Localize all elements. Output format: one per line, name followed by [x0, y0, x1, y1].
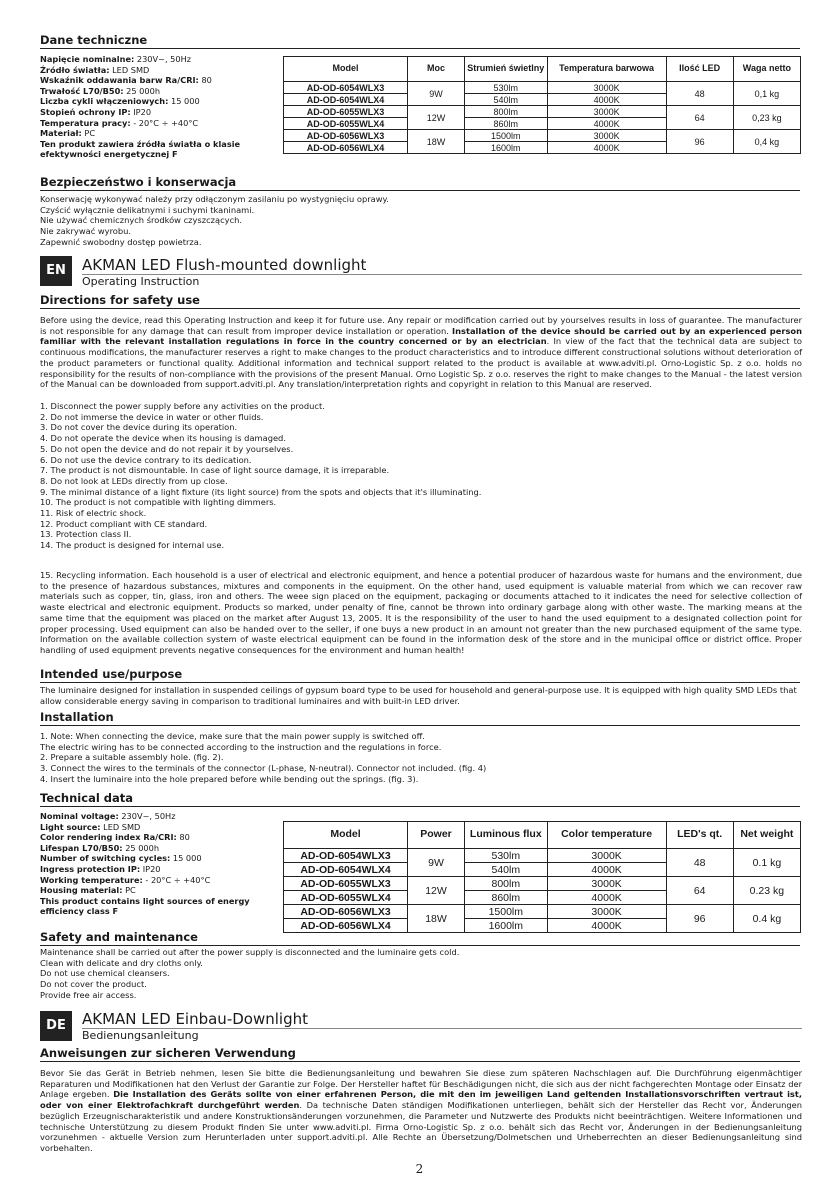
- column-header: Model: [284, 822, 408, 849]
- text-line: Clean with delicate and dry cloths only.: [40, 957, 203, 968]
- temperature-cell: 3000K: [547, 130, 666, 142]
- spec-row: [40, 86, 278, 97]
- model-cell: AD-OD-6054WLX3: [284, 82, 408, 94]
- spec-value: IP20: [140, 863, 161, 874]
- temperature-cell: 3000K: [547, 905, 666, 919]
- spec-label: Trwałość L70/B50:: [40, 85, 124, 96]
- table-row: [284, 905, 801, 919]
- table-header-row: [284, 822, 801, 849]
- spec-row: [40, 118, 278, 129]
- column-header: Waga netto: [733, 57, 800, 82]
- en-install-title: Installation: [40, 711, 800, 726]
- spec-value: - 20°C ÷ +40°C: [142, 874, 211, 885]
- spec-value: LED SMD: [109, 64, 150, 75]
- temperature-cell: 3000K: [547, 106, 666, 118]
- weight-cell: 0,1 kg: [733, 82, 800, 106]
- spec-row: [40, 864, 278, 875]
- text-line: 5. Do not open the device and do not repair it by yourselves.: [40, 443, 294, 454]
- text-line: 10. The product is not compatible with lighting dimmers.: [40, 497, 277, 508]
- column-header: LED's qt.: [666, 822, 733, 849]
- spec-row: [40, 843, 278, 854]
- spec-label: This product contains light sources of energy efficiency class F: [40, 895, 250, 917]
- spec-row: [40, 75, 278, 86]
- text-line: 8. Do not look at LEDs directly from up close.: [40, 475, 228, 486]
- en-safety-text: [40, 947, 802, 1001]
- spec-label: Working temperature:: [40, 874, 143, 885]
- model-cell: AD-OD-6054WLX4: [284, 863, 408, 877]
- spec-row: [40, 885, 278, 896]
- power-cell: 9W: [408, 849, 465, 877]
- weight-cell: 0.23 kg: [733, 877, 800, 905]
- led-qty-cell: 48: [666, 82, 733, 106]
- flux-cell: 1600lm: [464, 919, 547, 933]
- led-qty-cell: 48: [666, 849, 733, 877]
- power-cell: 9W: [408, 82, 465, 106]
- en-safety-title: Safety and maintenance: [40, 931, 800, 946]
- column-header: Power: [408, 822, 465, 849]
- weight-cell: 0.4 kg: [733, 905, 800, 933]
- spec-value: PC: [81, 128, 96, 139]
- flux-cell: 530lm: [464, 849, 547, 863]
- weight-cell: 0.1 kg: [733, 849, 800, 877]
- text-line: 3. Connect the wires to the terminals of the connector (L-phase, N-neutral). Connector not included. (fig. 4): [40, 763, 487, 774]
- spec-label: Ingress protection IP:: [40, 863, 141, 874]
- spec-value: 25 000h: [123, 85, 161, 96]
- led-qty-cell: 64: [666, 877, 733, 905]
- model-cell: AD-OD-6056WLX4: [284, 919, 408, 933]
- en-intended-title: Intended use/purpose: [40, 668, 800, 683]
- spec-row: [40, 128, 278, 139]
- spec-label: Light source:: [40, 821, 101, 832]
- text-line: 3. Do not cover the device during its operation.: [40, 422, 238, 433]
- table-row: [284, 130, 801, 142]
- de-product-title: AKMAN LED Einbau-Downlight: [82, 1010, 308, 1028]
- en-directions-intro: Before using the device, read this Operating Instruction and keep it for future use. Any repair or modification carried out by yourselves results in loss of guarantee. The manufacturer is not responsible for any damage that can result from improper device installation or operation. Installation of the device should be carried out by an experienced person familiar with the relevant installation regulations in force in the country concerned or by an electrician. In view of the fact that the technical data are subject to continuous modifications, the manufacturer reserves a right to make changes to the product characteristics and to introduce different constructional solutions without deterioration of the product parameters or functional quality. Additional information and technical support related to the product is available at www.adviti.pl. Orno-Logistic Sp. z o.o. holds no responsibility for the results of non-compliance with the provisions of the present Manual. Orno Logistic Sp. z o.o. reserves the right to make changes to the Manual - the latest version of the Manual can be downloaded from support.adviti.pl. Any translation/interpretation rights and copyright in relation to this Manual are reserved.: [40, 315, 802, 390]
- temperature-cell: 4000K: [547, 891, 666, 905]
- temperature-cell: 4000K: [547, 863, 666, 877]
- text-line: 6. Do not use the device contrary to its dedication.: [40, 454, 252, 465]
- flux-cell: 540lm: [464, 863, 547, 877]
- model-cell: AD-OD-6054WLX4: [284, 94, 408, 106]
- spec-value: IP20: [130, 106, 152, 117]
- spec-row: [40, 875, 278, 886]
- spec-label: Materiał:: [40, 128, 82, 139]
- flux-cell: 800lm: [464, 106, 547, 118]
- spec-value: - 20°C ÷ +40°C: [130, 117, 199, 128]
- text-line: 11. Risk of electric shock.: [40, 508, 147, 519]
- flux-cell: 1500lm: [464, 130, 547, 142]
- pl-tech-title: Dane techniczne: [40, 34, 800, 49]
- column-header: Net weight: [733, 822, 800, 849]
- spec-label: Ten produkt zawiera źródła światła o klasie efektywności energetycznej F: [40, 138, 241, 160]
- text-line: Do not use chemical cleansers.: [40, 968, 170, 979]
- spec-label: Napięcie nominalne:: [40, 54, 135, 64]
- table-row: [284, 849, 801, 863]
- spec-row: [40, 139, 278, 160]
- flux-cell: 1600lm: [464, 142, 547, 154]
- flux-cell: 860lm: [464, 118, 547, 130]
- pl-safety-title: Bezpieczeństwo i konserwacja: [40, 176, 800, 191]
- spec-label: Źródło światła:: [40, 64, 110, 75]
- column-header: Model: [284, 57, 408, 82]
- table-row: [284, 877, 801, 891]
- column-header: Ilość LED: [666, 57, 733, 82]
- led-qty-cell: 64: [666, 106, 733, 130]
- de-directions-title: Anweisungen zur sicheren Verwendung: [40, 1047, 800, 1062]
- column-header: Color temperature: [547, 822, 666, 849]
- temperature-cell: 4000K: [547, 919, 666, 933]
- text-line: 1. Note: When connecting the device, make sure that the main power supply is switched off.: [40, 731, 425, 741]
- spec-row: [40, 811, 278, 822]
- text-line: 14. The product is designed for internal use.: [40, 540, 225, 551]
- model-cell: AD-OD-6056WLX4: [284, 142, 408, 154]
- spec-row: [40, 96, 278, 107]
- weight-cell: 0,23 kg: [733, 106, 800, 130]
- spec-value: PC: [122, 885, 136, 896]
- temperature-cell: 4000K: [547, 142, 666, 154]
- power-cell: 12W: [408, 106, 465, 130]
- flux-cell: 540lm: [464, 94, 547, 106]
- en-install-list: [40, 731, 802, 785]
- column-header: Strumień świetlny: [464, 57, 547, 82]
- spec-row: [40, 107, 278, 118]
- text-line: Konserwację wykonywać należy przy odłączonym zasilaniu po wystygnięciu oprawy.: [40, 194, 389, 204]
- spec-label: Lifespan L70/B50:: [40, 842, 123, 853]
- temperature-cell: 3000K: [547, 82, 666, 94]
- spec-row: [40, 65, 278, 76]
- flux-cell: 860lm: [464, 891, 547, 905]
- lang-badge-en: EN: [40, 256, 72, 286]
- spec-label: Temperatura pracy:: [40, 117, 131, 128]
- spec-label: Number of switching cycles:: [40, 853, 171, 864]
- table-row: [284, 106, 801, 118]
- led-qty-cell: 96: [666, 130, 733, 154]
- text-line: 12. Product compliant with CE standard.: [40, 518, 208, 529]
- spec-value: 230V~, 50Hz: [118, 811, 176, 821]
- spec-label: Color rendering index Ra/CRI:: [40, 832, 177, 843]
- spec-label: Nominal voltage:: [40, 811, 119, 821]
- spec-label: Liczba cykli włączeniowych:: [40, 96, 169, 107]
- spec-row: [40, 54, 278, 65]
- en-directions-title: Directions for safety use: [40, 294, 800, 309]
- flux-cell: 1500lm: [464, 905, 547, 919]
- spec-value: 25 000h: [122, 842, 160, 853]
- temperature-cell: 3000K: [547, 849, 666, 863]
- text-line: 4. Insert the luminaire into the hole prepared before while bending out the springs. (fig. 3).: [40, 773, 419, 784]
- text-line: 2. Do not immerse the device in water or other fluids.: [40, 411, 264, 422]
- flux-cell: 800lm: [464, 877, 547, 891]
- text-line: 13. Protection class II.: [40, 529, 132, 540]
- pl-safety-text: [40, 194, 802, 248]
- spec-label: Housing material:: [40, 885, 123, 896]
- pl-specs: [40, 54, 278, 160]
- text-line: 1. Disconnect the power supply before any activities on the product.: [40, 401, 325, 411]
- text-line: Czyścić wyłącznie delikatnymi i suchymi tkaninami.: [40, 204, 255, 215]
- lang-badge-de: DE: [40, 1011, 72, 1041]
- table-header-row: [284, 57, 801, 82]
- en-specs: [40, 811, 278, 917]
- spec-value: 230V~, 50Hz: [134, 54, 192, 64]
- power-cell: 12W: [408, 877, 465, 905]
- en-intended-text: The luminaire designed for installation in suspended ceilings of gypsum board type to be used for household and general-purpose use. It is equipped with high quality SMD LEDs that allow considerable energy saving in comparison to traditional luminaires and with built-in LED driver.: [40, 685, 797, 706]
- model-cell: AD-OD-6055WLX4: [284, 891, 408, 905]
- column-header: Moc: [408, 57, 465, 82]
- spec-row: [40, 853, 278, 864]
- model-cell: AD-OD-6055WLX3: [284, 106, 408, 118]
- text-line: Maintenance shall be carried out after the power supply is disconnected and the luminaire gets cold.: [40, 947, 460, 957]
- text-line: Nie używać chemicznych środków czyszczących.: [40, 215, 243, 226]
- text-line: The electric wiring has to be connected according to the instruction and the regulations in force.: [40, 741, 442, 752]
- spec-value: 80: [198, 75, 212, 86]
- table-row: [284, 82, 801, 94]
- spec-value: 15 000: [168, 96, 200, 107]
- spec-value: LED SMD: [100, 821, 141, 832]
- spec-label: Stopień ochrony IP:: [40, 106, 131, 117]
- power-cell: 18W: [408, 905, 465, 933]
- de-directions-text: Bevor Sie das Gerät in Betrieb nehmen, lesen Sie bitte die Bedienungsanleitung und bewahren Sie diese zum späteren Nachschlagen auf. Die Durchführung eigenmächtiger Reparaturen und Modifikationen hat den Verlust der Garantie zur Folge. Der Hersteller haftet für Beschädigungen nicht, die sich aus der nicht fachgerechten Montage oder Einsatz der Anlage ergeben. Die Installation des Geräts sollte von einer erfahrenen Person, die mit den im jeweiligen Land geltenden Installationsvorschriften vertraut ist, oder von einer Elektrofachkraft durchgeführt werden. Da technische Daten ständigen Modifikationen unterliegen, behält sich der Hersteller das Recht vor, Änderungen bezüglich Erzeugnischarakteristik und andere Konstruktionsänderungen vorzunehmen, die Parameter und Nutzwerte des Produkts nicht beeinträchtigen. Weitere Informationen und technische Unterstützung zu diesem Produkt finden Sie unter www.adviti.pl. Firma Orno-Logistic Sp. z o.o. behält sich das Recht vor, Änderungen in der Bedienungsanleitung vorzunehmen - aktuelle Version zum Herunterladen unter support.adviti.pl. Alle Rechte an Übersetzung/Dolmetschen und Urheberrechten an dieser Bedienungsanleitung sind vorbehalten.: [40, 1068, 803, 1153]
- en-recycling-text: 15. Recycling information. Each household is a user of electrical and electronic equipment, and hence a potential producer of hazardous waste for humans and the environment, due to the presence of hazardous substances, mixtures and components in the equipment. On the other hand, used equipment is valuable material from which we can recover raw materials such as copper, tin, glass, iron and others. The weee sign placed on the equipment, packaging or documents attached to it indicates the need for selective collection of waste electrical and electronic equipment. Products so marked, under penalty of fine, cannot be thrown into ordinary garbage along with other waste. The marking means at the same time that the equipment was placed on the market after August 13, 2005. It is the responsibility of the user to hand the used equipment to a designated collection point for proper processing. Used equipment can also be handed over to the seller, if one buys a new product in an amount not greater than the new purchased equipment of the same type. Information on the available collection system of waste electrical equipment can be found in the information desk of the store and in the municipal office or district office. Proper handling of used equipment prevents negative consequences for the environment and human health!: [40, 570, 802, 655]
- weight-cell: 0,4 kg: [733, 130, 800, 154]
- spec-row: [40, 896, 278, 917]
- model-cell: AD-OD-6054WLX3: [284, 849, 408, 863]
- column-header: Luminous flux: [464, 822, 547, 849]
- spec-label: Wskaźnik oddawania barw Ra/CRI:: [40, 75, 199, 86]
- temperature-cell: 4000K: [547, 118, 666, 130]
- en-product-title: AKMAN LED Flush-mounted downlight: [82, 256, 367, 274]
- led-qty-cell: 96: [666, 905, 733, 933]
- pl-spec-table: [283, 56, 801, 154]
- text-line: 7. The product is not dismountable. In case of light source damage, it is irreparable.: [40, 465, 390, 476]
- model-cell: AD-OD-6055WLX3: [284, 877, 408, 891]
- en-spec-table: [283, 821, 801, 933]
- text-line: 9. The minimal distance of a light fixture (its light source) from the spots and objects that it's illuminating.: [40, 486, 482, 497]
- en-directions-list: [40, 401, 802, 551]
- spec-row: [40, 832, 278, 843]
- spec-value: 80: [176, 832, 190, 843]
- model-cell: AD-OD-6056WLX3: [284, 905, 408, 919]
- text-line: 2. Prepare a suitable assembly hole. (fig. 2).: [40, 752, 224, 763]
- spec-value: 15 000: [170, 853, 202, 864]
- text-line: 4. Do not operate the device when its housing is damaged.: [40, 433, 286, 444]
- column-header: Temperatura barwowa: [547, 57, 666, 82]
- model-cell: AD-OD-6056WLX3: [284, 130, 408, 142]
- text-line: Nie zakrywać wyrobu.: [40, 226, 132, 237]
- text-line: Do not cover the product.: [40, 979, 147, 990]
- spec-row: [40, 822, 278, 833]
- model-cell: AD-OD-6055WLX4: [284, 118, 408, 130]
- en-tech-title: Technical data: [40, 792, 800, 807]
- temperature-cell: 4000K: [547, 94, 666, 106]
- power-cell: 18W: [408, 130, 465, 154]
- page-number: 2: [415, 1162, 424, 1176]
- temperature-cell: 3000K: [547, 877, 666, 891]
- de-product-subtitle: Bedienungsanleitung: [82, 1029, 199, 1042]
- flux-cell: 530lm: [464, 82, 547, 94]
- text-line: Provide free air access.: [40, 989, 137, 1000]
- text-line: Zapewnić swobodny dostęp powietrza.: [40, 236, 202, 247]
- en-product-subtitle: Operating Instruction: [82, 275, 200, 288]
